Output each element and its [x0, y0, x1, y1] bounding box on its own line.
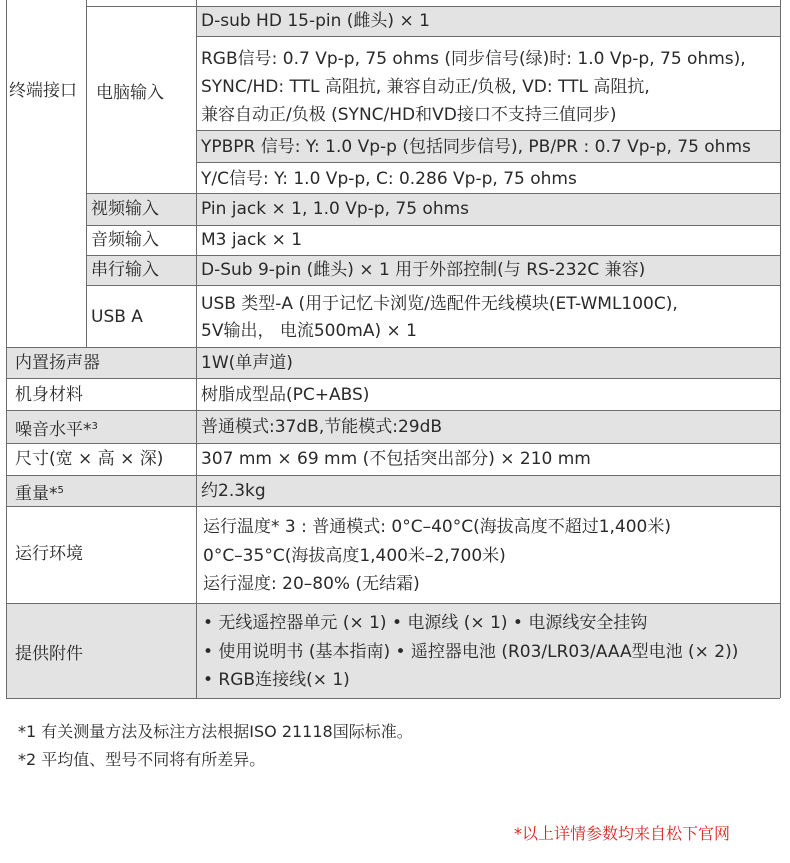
environment-line1: 运行温度* 3 : 普通模式: 0°C–40°C(海拔高度不超过1,400米)	[203, 517, 672, 537]
pc-rgb-line1: RGB信号: 0.7 Vp-p, 75 ohms (同步信号(绿)时: 1.0 Vp-p, 75 ohms),	[201, 49, 746, 69]
pc-ypbpr: YPBPR 信号: Y: 1.0 Vp-p (包括同步信号), PB/PR : 0.7 Vp-p, 75 ohms	[201, 137, 751, 157]
pc-yc: Y/C信号: Y: 1.0 Vp-p, C: 0.286 Vp-p, 75 ohms	[201, 169, 577, 189]
noise-footnote-mark: 3	[91, 421, 98, 432]
noise-label-text: 噪音水平*	[15, 420, 92, 440]
noise-value: 普通模式:37dB,节能模式:29dB	[201, 417, 443, 437]
accessories-line1: • 无线遥控器单元 (× 1) • 电源线 (× 1) • 电源线安全挂钩	[203, 613, 648, 633]
environment-line2: 0°C–35°C(海拔高度1,400米–2,700米)	[203, 546, 506, 566]
audio-input-label: 音频输入	[91, 230, 159, 250]
environment-line3: 运行湿度: 20–80% (无结霜)	[203, 574, 420, 594]
row-bg	[6, 347, 780, 378]
audio-input-value: M3 jack × 1	[201, 230, 303, 250]
weight-value: 约2.3kg	[201, 481, 266, 501]
usb-line2: 5V输出， 电流500mA) × 1	[201, 321, 417, 341]
source-note: *以上详情参数均来自松下官网	[514, 824, 731, 843]
accessories-line3: • RGB连接线(× 1)	[203, 670, 350, 690]
material-label: 机身材料	[15, 385, 83, 405]
video-input-value: Pin jack × 1, 1.0 Vp-p, 75 ohms	[201, 199, 470, 219]
terminal-group-label: 终端接口	[9, 81, 77, 101]
speaker-label: 内置扬声器	[15, 353, 100, 373]
serial-input-label: 串行输入	[91, 260, 159, 280]
pc-rgb-line2: SYNC/HD: TTL 高阻抗, 兼容自动正/负极, VD: TTL 高阻抗,	[201, 77, 650, 97]
accessories-label: 提供附件	[15, 644, 83, 664]
usb-label: USB A	[91, 307, 143, 327]
material-value: 树脂成型品(PC+ABS)	[201, 385, 370, 405]
size-label: 尺寸(宽 × 高 × 深)	[15, 449, 164, 469]
row-bg	[6, 475, 780, 506]
usb-line1: USB 类型-A (用于记忆卡浏览/选配件无线模块(ET-WML100C),	[201, 294, 678, 314]
pc-input-label: 电脑输入	[96, 83, 164, 103]
pc-rgb-line3: 兼容自动正/负极 (SYNC/HD和VD接口不支持三值同步)	[201, 105, 617, 125]
weight-label-text: 重量*	[15, 484, 58, 504]
footnote-1: *1 有关测量方法及标注方法根据ISO 21118国际标准。	[18, 722, 413, 741]
size-value: 307 mm × 69 mm (不包括突出部分) × 210 mm	[201, 449, 591, 469]
weight-footnote-mark: 5	[57, 485, 64, 496]
noise-label	[15, 415, 98, 442]
accessories-line2: • 使用说明书 (基本指南) • 遥控器电池 (R03/LR03/AAA型电池 (× 2))	[203, 642, 739, 662]
footnote-2: *2 平均值、型号不同将有所差异。	[18, 750, 266, 769]
weight-label	[15, 479, 64, 506]
pc-input-connector: D-sub HD 15-pin (雌头) × 1	[201, 11, 430, 31]
video-input-label: 视频输入	[91, 199, 159, 219]
serial-input-value: D-Sub 9-pin (雌头) × 1 用于外部控制(与 RS-232C 兼容)	[201, 260, 646, 280]
environment-label: 运行环境	[15, 544, 83, 564]
speaker-value: 1W(单声道)	[201, 353, 293, 373]
